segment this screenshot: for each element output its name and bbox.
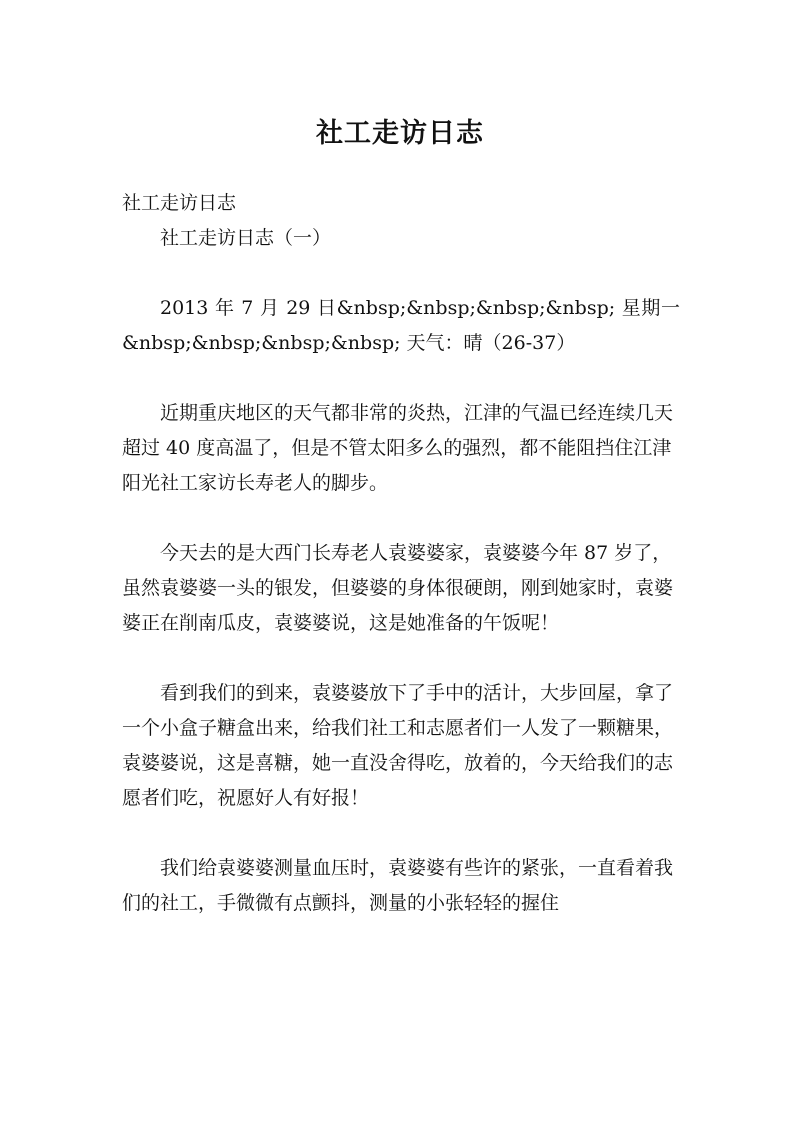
date-weather-line: 2013 年 7 月 29 日&nbsp;&nbsp;&nbsp;&nbsp; 星期一&nbsp;&nbsp;&nbsp;&nbsp; 天气：晴（26-37） (122, 297, 680, 354)
paragraph-2: 今天去的是大西门长寿老人袁婆婆家，袁婆婆今年 87 岁了，虽然袁婆婆一头的银发，但婆婆的身体很硬朗，刚到她家时，袁婆婆正在削南瓜皮，袁婆婆说，这是她准备的午饭呢！ (122, 542, 674, 634)
paragraph-3: 看到我们的到来，袁婆婆放下了手中的活计，大步回屋，拿了一个小盒子糖盒出来，给我们社工和志愿者们一人发了一颗糖果，袁婆婆说，这是喜糖，她一直没舍得吃，放着的，今天给我们的志愿者们吃，祝愿好人有好报！ (122, 682, 674, 809)
paragraph-1: 近期重庆地区的天气都非常的炎热，江津的气温已经连续几天超过 40 度高温了，但是不管太阳多么的强烈，都不能阻挡住江津阳光社工家访长寿老人的脚步。 (122, 402, 674, 494)
page-title: 社工走访日志 (316, 118, 484, 150)
document-body (122, 186, 680, 921)
paragraph-4: 我们给袁婆婆测量血压时，袁婆婆有些许的紧张，一直看着我们的社工，手微微有点颤抖，测量的小张轻轻的握住 (122, 857, 674, 914)
document-subtitle: 社工走访日志（一） (160, 227, 332, 249)
document-subject: 社工走访日志 (122, 192, 237, 214)
